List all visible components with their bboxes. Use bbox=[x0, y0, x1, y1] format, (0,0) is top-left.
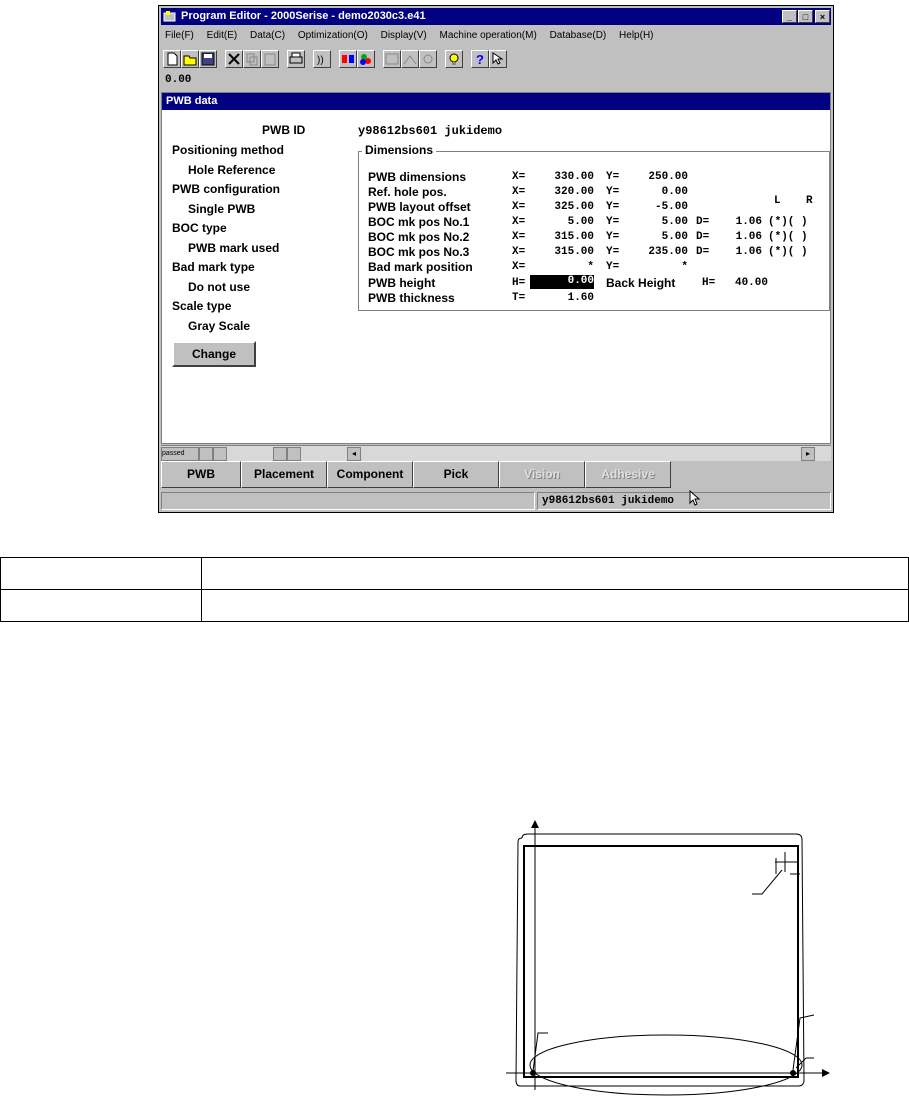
table-cell bbox=[1, 590, 202, 622]
dimension-row-label: PWB layout offset bbox=[368, 200, 471, 214]
menu-optimization[interactable]: Optimization(O) bbox=[297, 30, 368, 41]
x-value[interactable]: 320.00 bbox=[554, 186, 594, 198]
toolbar bbox=[161, 48, 831, 72]
pwb-thickness-value[interactable]: 1.60 bbox=[567, 292, 594, 304]
help-icon[interactable] bbox=[471, 50, 489, 68]
settings-icon[interactable] bbox=[419, 50, 437, 68]
y-value[interactable]: -5.00 bbox=[654, 201, 688, 213]
positioning-method-label: Positioning method bbox=[172, 143, 284, 157]
pwb-thickness-key: T= bbox=[512, 292, 526, 304]
boc-type-label: BOC type bbox=[172, 221, 227, 235]
step-icon[interactable] bbox=[313, 50, 331, 68]
d-value[interactable]: 1.06 bbox=[735, 246, 762, 258]
y-key: Y= bbox=[606, 261, 620, 273]
y-key: Y= bbox=[606, 171, 620, 183]
tab-adhesive[interactable]: Adhesive bbox=[585, 461, 671, 488]
info-table bbox=[0, 557, 909, 622]
change-button[interactable]: Change bbox=[172, 341, 256, 367]
tab-placement[interactable]: Placement bbox=[241, 461, 327, 488]
components-icon[interactable] bbox=[339, 50, 357, 68]
pwb-configuration-value: Single PWB bbox=[188, 202, 256, 216]
menu-edit[interactable]: Edit(E) bbox=[206, 30, 238, 41]
dimension-row-label: PWB dimensions bbox=[368, 170, 467, 184]
d-key: D= bbox=[696, 231, 710, 243]
y-key: Y= bbox=[606, 201, 620, 213]
x-key: X= bbox=[512, 171, 526, 183]
table-cell bbox=[1, 558, 202, 590]
tab-pick[interactable]: Pick bbox=[413, 461, 499, 488]
menu-file[interactable]: File(F) bbox=[165, 30, 194, 41]
status-bar bbox=[161, 492, 831, 510]
menu-display[interactable]: Display(V) bbox=[380, 30, 427, 41]
grid-icon[interactable] bbox=[383, 50, 401, 68]
app-icon bbox=[163, 10, 176, 23]
dimensions-group-title: Dimensions bbox=[362, 143, 436, 157]
x-value[interactable]: 315.00 bbox=[554, 246, 594, 258]
bad-mark-type-value: Do not use bbox=[188, 280, 250, 294]
x-key: X= bbox=[512, 186, 526, 198]
dimension-row-label: BOC mk pos No.2 bbox=[368, 230, 470, 244]
new-file-icon[interactable] bbox=[163, 50, 181, 68]
x-value[interactable]: 315.00 bbox=[554, 231, 594, 243]
y-key: Y= bbox=[606, 186, 620, 198]
last-page-button[interactable] bbox=[287, 447, 301, 461]
y-value[interactable]: 250.00 bbox=[648, 171, 688, 183]
chart-icon[interactable] bbox=[401, 50, 419, 68]
dimension-row-label: Bad mark position bbox=[368, 260, 473, 274]
paste-icon[interactable] bbox=[261, 50, 279, 68]
table-cell bbox=[202, 558, 909, 590]
minimize-button[interactable]: _ bbox=[782, 10, 797, 23]
status-pane-pwb-id: y98612bs601 jukidemo bbox=[537, 492, 831, 510]
x-key: X= bbox=[512, 246, 526, 258]
pwb-id-value: y98612bs601 jukidemo bbox=[358, 124, 503, 138]
x-value[interactable]: 5.00 bbox=[567, 216, 594, 228]
first-page-button[interactable] bbox=[199, 447, 213, 461]
panel-title: PWB data bbox=[162, 93, 830, 110]
lr-header-l: L bbox=[774, 195, 781, 207]
y-key: Y= bbox=[606, 231, 620, 243]
pwb-height-label: PWB height bbox=[368, 276, 436, 290]
svg-text:)): )) bbox=[317, 55, 324, 66]
pwb-coordinate-diagram bbox=[500, 818, 840, 1098]
pwb-id-label: PWB ID bbox=[262, 123, 306, 137]
pwb-data-panel bbox=[161, 92, 831, 444]
open-folder-icon[interactable] bbox=[181, 50, 199, 68]
lr-select[interactable]: (*)( ) bbox=[768, 246, 808, 258]
menu-help[interactable]: Help(H) bbox=[619, 30, 654, 41]
pwb-height-input[interactable]: 0.00 bbox=[530, 275, 594, 289]
boc-type-value: PWB mark used bbox=[188, 241, 280, 255]
positioning-method-value: Hole Reference bbox=[188, 163, 276, 177]
scroll-left-arrow-icon[interactable]: ◂ bbox=[347, 447, 361, 461]
x-value[interactable]: 325.00 bbox=[554, 201, 594, 213]
lr-select[interactable]: (*)( ) bbox=[768, 216, 808, 228]
y-value[interactable]: 5.00 bbox=[661, 216, 688, 228]
x-value[interactable]: * bbox=[587, 261, 594, 273]
title-bar[interactable] bbox=[161, 8, 831, 25]
pass-indicator: passed bbox=[161, 447, 199, 461]
tab-pwb[interactable]: PWB bbox=[161, 461, 241, 488]
group-bracket bbox=[516, 834, 804, 1086]
color-icon[interactable] bbox=[357, 50, 375, 68]
context-help-icon[interactable] bbox=[489, 50, 507, 68]
y-key: Y= bbox=[606, 246, 620, 258]
close-button[interactable]: × bbox=[815, 10, 830, 23]
prev-page-button[interactable] bbox=[213, 447, 227, 461]
y-value[interactable]: 5.00 bbox=[661, 231, 688, 243]
light-bulb-icon[interactable] bbox=[445, 50, 463, 68]
pwb-configuration-label: PWB configuration bbox=[172, 182, 280, 196]
delete-icon[interactable] bbox=[225, 50, 243, 68]
program-editor-window bbox=[158, 5, 834, 513]
lr-select[interactable]: (*)( ) bbox=[768, 231, 808, 243]
crosshair-leader bbox=[752, 870, 782, 894]
maximize-button[interactable]: □ bbox=[798, 10, 813, 23]
d-key: D= bbox=[696, 216, 710, 228]
scroll-right-arrow-icon[interactable]: ▸ bbox=[801, 447, 815, 461]
back-height-key: H= bbox=[702, 277, 716, 289]
x-value[interactable]: 330.00 bbox=[554, 171, 594, 183]
mouse-cursor-icon bbox=[689, 490, 701, 506]
table-cell bbox=[202, 590, 909, 622]
reference-hole-mark bbox=[790, 1070, 796, 1076]
y-value[interactable]: 235.00 bbox=[648, 246, 688, 258]
back-height-label: Back Height bbox=[606, 276, 676, 290]
x-key: X= bbox=[512, 261, 526, 273]
tab-component[interactable]: Component bbox=[327, 461, 413, 488]
d-key: D= bbox=[696, 246, 710, 258]
back-height-value[interactable]: 40.00 bbox=[734, 277, 768, 289]
scale-type-value: Gray Scale bbox=[188, 319, 251, 333]
table-row bbox=[1, 558, 909, 590]
menu-data[interactable]: Data(C) bbox=[250, 30, 286, 41]
table-row bbox=[1, 590, 909, 622]
lr-header-r: R bbox=[806, 195, 813, 207]
menu-bar bbox=[161, 27, 831, 44]
menu-machine-operation[interactable]: Machine operation(M) bbox=[439, 30, 537, 41]
tab-bar bbox=[161, 461, 831, 488]
x-key: X= bbox=[512, 201, 526, 213]
pwb-thickness-label: PWB thickness bbox=[368, 291, 455, 305]
y-value[interactable]: 0.00 bbox=[661, 186, 688, 198]
status-pane-left bbox=[161, 492, 535, 510]
coordinate-readout: 0.00 bbox=[165, 74, 192, 86]
tab-vision[interactable]: Vision bbox=[499, 461, 585, 488]
copy-icon[interactable] bbox=[243, 50, 261, 68]
y-value[interactable]: * bbox=[681, 261, 688, 273]
bad-mark-type-label: Bad mark type bbox=[172, 260, 255, 274]
next-page-button[interactable] bbox=[273, 447, 287, 461]
horizontal-scrollbar[interactable] bbox=[161, 445, 831, 461]
x-key: X= bbox=[512, 216, 526, 228]
window-title: Program Editor - 2000Serise - demo2030c3.e41 bbox=[181, 10, 426, 22]
dimension-row-label: BOC mk pos No.1 bbox=[368, 215, 470, 229]
d-value[interactable]: 1.06 bbox=[735, 216, 762, 228]
y-key: Y= bbox=[606, 216, 620, 228]
pwb-height-key: H= bbox=[512, 277, 526, 289]
d-value[interactable]: 1.06 bbox=[735, 231, 762, 243]
svg-text:?: ? bbox=[476, 52, 484, 67]
dimension-row-label: Ref. hole pos. bbox=[368, 185, 447, 199]
dimension-row-label: BOC mk pos No.3 bbox=[368, 245, 470, 259]
menu-database[interactable]: Database(D) bbox=[549, 30, 607, 41]
x-key: X= bbox=[512, 231, 526, 243]
save-disk-icon[interactable] bbox=[199, 50, 217, 68]
print-icon[interactable] bbox=[287, 50, 305, 68]
scale-type-label: Scale type bbox=[172, 299, 232, 313]
